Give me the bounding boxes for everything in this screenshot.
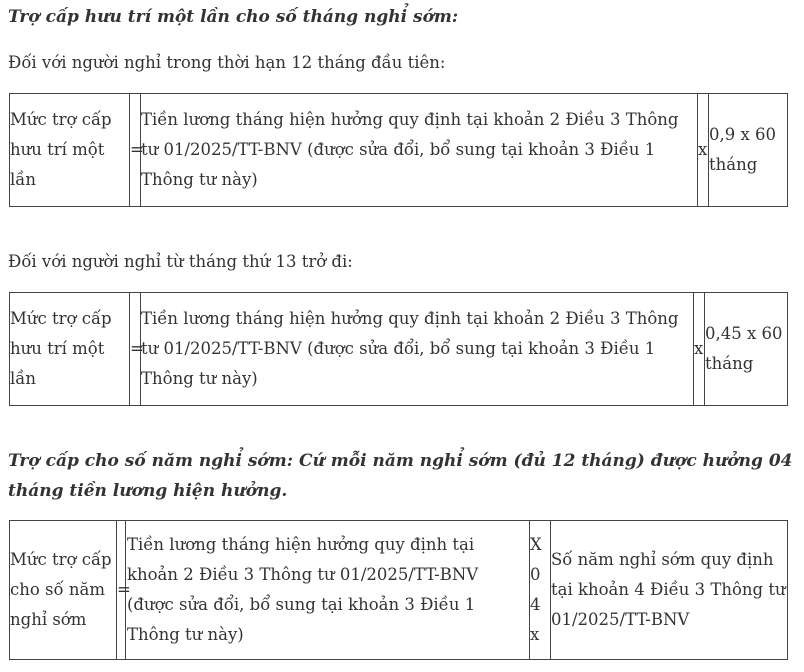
formula-table-early-years: [9, 520, 788, 660]
multiply-factor: X 04 x: [530, 521, 551, 660]
formula-factor: 0,9 x 60 tháng: [709, 94, 788, 207]
table-row: [10, 293, 788, 406]
formula-label: Mức trợ cấp hưu trí một lần: [10, 293, 130, 406]
formula-description: Tiền lương tháng hiện hưởng quy định tại khoản 2 Điều 3 Thông tư 01/2025/TT-BNV (được sửa đổi, bổ sung tại khoản 3 Điều 1 Thông tư này): [141, 94, 698, 207]
formula-description: Tiền lương tháng hiện hưởng quy định tại khoản 2 Điều 3 Thông tư 01/2025/TT-BNV (được sửa đổi, bổ sung tại khoản 3 Điều 1 Thông tư này): [141, 293, 694, 406]
paragraph-first-12-months: Đối với người nghỉ trong thời hạn 12 tháng đầu tiên:: [8, 53, 446, 72]
section-heading-early-months: Trợ cấp hưu trí một lần cho số tháng nghỉ sớm:: [8, 7, 459, 27]
multiply-sign: x: [694, 293, 705, 406]
equals-sign: =: [117, 521, 126, 660]
paragraph-from-month-13: Đối với người nghỉ từ tháng thứ 13 trở đi:: [8, 252, 353, 271]
formula-factor: 0,45 x 60 tháng: [705, 293, 788, 406]
section-heading-early-years: Trợ cấp cho số năm nghỉ sớm: Cứ mỗi năm nghỉ sớm (đủ 12 tháng) được hưởng 04 tháng tiền lương hiện hưởng.: [8, 451, 793, 501]
formula-label: Mức trợ cấp hưu trí một lần: [10, 94, 130, 207]
equals-sign: =: [130, 293, 141, 406]
multiply-sign: x: [698, 94, 709, 207]
equals-sign: =: [130, 94, 141, 207]
formula-factor: Số năm nghỉ sớm quy định tại khoản 4 Điều 3 Thông tư 01/2025/TT-BNV: [551, 521, 788, 660]
formula-table-from-month-13: [9, 292, 788, 406]
formula-description: Tiền lương tháng hiện hưởng quy định tại khoản 2 Điều 3 Thông tư 01/2025/TT-BNV (được sửa đổi, bổ sung tại khoản 3 Điều 1 Thông tư này): [126, 521, 530, 660]
formula-table-first-12-months: [9, 93, 788, 207]
table-row: [10, 521, 788, 660]
table-row: [10, 94, 788, 207]
formula-label: Mức trợ cấp cho số năm nghỉ sớm: [10, 521, 117, 660]
